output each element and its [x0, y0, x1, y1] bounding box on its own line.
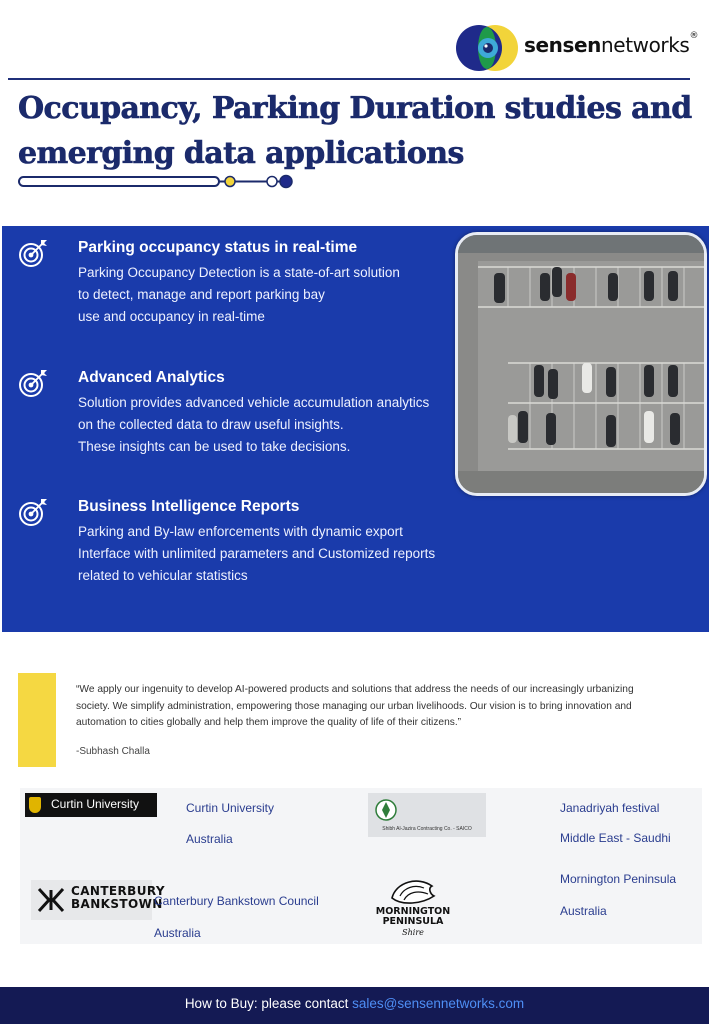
page-title: [18, 86, 698, 176]
feature-description: related to vehicular statistics: [78, 568, 248, 583]
logo-mark-icon: [455, 24, 519, 72]
feature-description: Interface with unlimited parameters and Customized reports: [78, 546, 436, 561]
canterbury-bankstown-logo: CANTERBURY BANKSTOWN: [31, 880, 152, 920]
title-decoration-icon: [18, 172, 298, 192]
client-name: Janadriyah festival: [560, 801, 660, 815]
feature-description: Parking and By-law enforcements with dynamic export: [78, 524, 403, 539]
feature-description: These insights can be used to take decisions.: [78, 439, 351, 454]
quote-text: “We apply our ingenuity to develop AI-powered products and solutions that address the needs of our increasingly urbanizing: [76, 684, 634, 695]
target-arrow-icon: [18, 239, 48, 269]
feature-description: Parking Occupancy Detection is a state-of-art solution: [78, 265, 400, 280]
mornington-shell-icon: [388, 876, 438, 906]
client-name: Curtin University: [186, 801, 275, 815]
mornington-peninsula-logo: MORNINGTON PENINSULA Shire: [366, 874, 460, 940]
client-name: Canterbury Bankstown Council: [154, 894, 319, 908]
canterbury-emblem-icon: [37, 887, 65, 913]
curtin-university-logo: Curtin University: [25, 793, 157, 817]
client-location: Australia: [154, 926, 201, 940]
saico-emblem-icon: [368, 793, 486, 825]
target-arrow-icon: [18, 498, 48, 528]
sales-email-link[interactable]: sales@sensennetworks.com: [352, 996, 525, 1011]
footer-bar: [0, 987, 709, 1024]
feature-heading: Parking occupancy status in real-time: [78, 239, 358, 256]
target-arrow-icon: [18, 369, 48, 399]
footer-contact: How to Buy: please contact sales@sensennetworks.com: [184, 996, 525, 1011]
feature-heading: Business Intelligence Reports: [78, 498, 300, 515]
page-title-line-1: Occupancy, Parking Duration studies and: [18, 91, 692, 126]
curtin-shield-icon: [29, 797, 41, 813]
feature-description: to detect, manage and report parking bay: [78, 287, 325, 302]
feature-heading: Advanced Analytics: [78, 369, 225, 386]
feature-description: Solution provides advanced vehicle accumulation analytics: [78, 395, 430, 410]
saico-logo: Shibh Al-Jazira Contracting Co. - SAICO: [368, 793, 486, 837]
logo-wordmark: sensennetworks®: [524, 31, 699, 57]
client-location: Australia: [186, 832, 233, 846]
quote-text: society. We simplify administration, empowering those managing our urban livelihoods. Our vision is to bring innovation and: [76, 701, 632, 712]
client-location: Middle East - Saudhi: [560, 831, 671, 845]
quote-author: -Subhash Challa: [76, 746, 150, 757]
feature-description: on the collected data to draw useful insights.: [78, 417, 344, 432]
quote-text: automation to cities globally and help them improve the quality of life of their citizens.”: [76, 717, 462, 728]
parking-lot-illustration: [458, 235, 704, 493]
client-location: Australia: [560, 904, 607, 918]
sensen-networks-logo[interactable]: [455, 24, 699, 72]
feature-description: use and occupancy in real-time: [78, 309, 265, 324]
page-title-line-2: emerging data applications: [18, 136, 464, 171]
quote-accent-bar: [18, 673, 56, 767]
header-divider: [8, 78, 690, 80]
parking-lot-photo: [455, 232, 707, 496]
client-name: Mornington Peninsula: [560, 872, 677, 886]
